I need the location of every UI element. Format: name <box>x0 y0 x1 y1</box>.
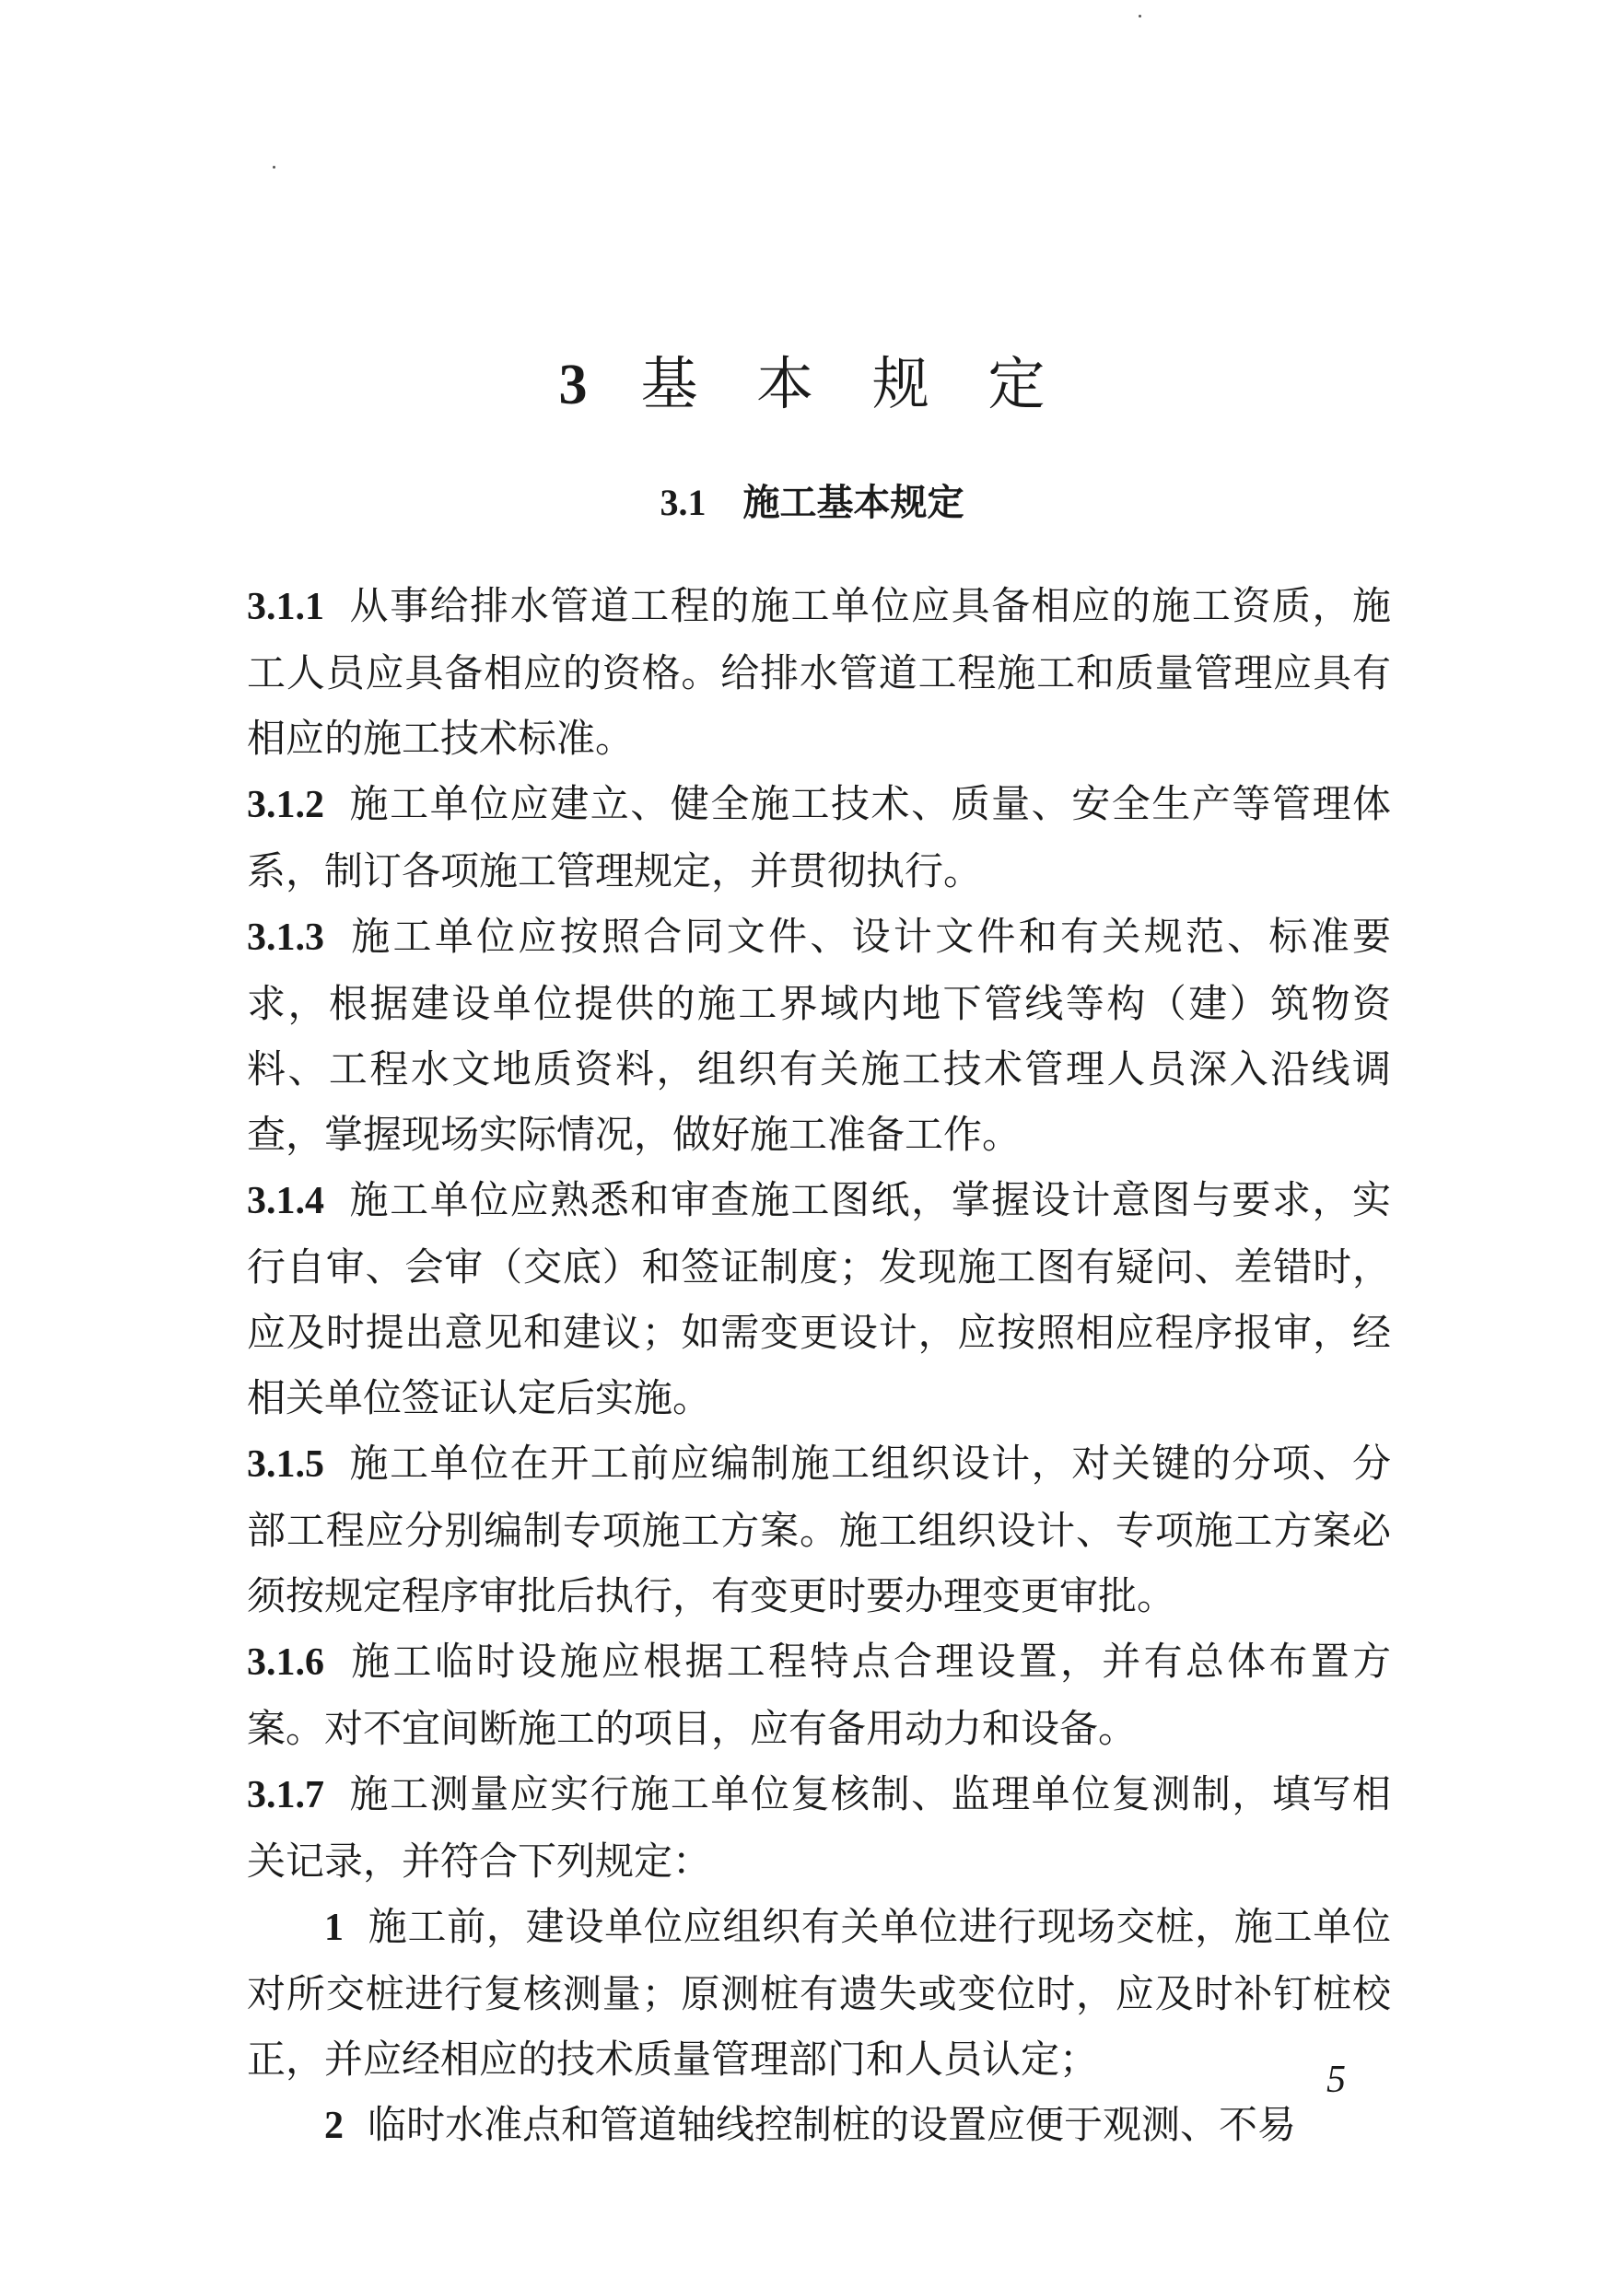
clause-text: 施工测量应实行施工单位复核制、监理单位复测制，填写相关记录，并符合下列规定： <box>247 1771 1391 1884</box>
clause-text: 施工单位应建立、健全施工技术、质量、安全生产等管理体系，制订各项施工管理规定，并贯彻执行。 <box>247 781 1391 893</box>
section-number: 3.1 <box>660 482 707 523</box>
list-item <box>247 1894 1391 2092</box>
chapter-title <box>0 343 1624 426</box>
clause-number: 3.1.3 <box>247 916 324 959</box>
item-number: 1 <box>324 1907 344 1949</box>
clause-number: 3.1.5 <box>247 1443 324 1486</box>
section-title-text: 施工基本规定 <box>742 482 964 524</box>
clause-number: 3.1.1 <box>247 586 324 628</box>
clause-3-1-1 <box>247 573 1391 771</box>
chapter-number: 3 <box>558 354 608 416</box>
clause-text: 施工单位在开工前应编制施工组织设计，对关键的分项、分部工程应分别编制专项施工方案。施工组织设计、专项施工方案必须按规定程序审批后执行，有变更时要办理变更审批。 <box>247 1441 1391 1618</box>
chapter-title-text: 基 本 规 定 <box>640 350 1066 417</box>
scan-speck <box>1139 15 1141 18</box>
item-number: 2 <box>324 2105 344 2147</box>
document-body <box>247 573 1391 2159</box>
clause-text: 施工临时设施应根据工程特点合理设置，并有总体布置方案。对不宜间断施工的项目，应有备用动力和设备。 <box>247 1639 1391 1751</box>
clause-3-1-3 <box>247 904 1391 1167</box>
clause-number: 3.1.2 <box>247 784 324 826</box>
clause-3-1-4 <box>247 1167 1391 1430</box>
list-item <box>247 2092 1391 2159</box>
clause-text: 施工单位应按照合同文件、设计文件和有关规范、标准要求，根据建设单位提供的施工界域内地下管线等构（建）筑物资料、工程水文地质资料，组织有关施工技术管理人员深入沿线调查，掌握现场实际情况，做好施工准备工作。 <box>247 914 1391 1157</box>
clause-number: 3.1.4 <box>247 1180 324 1222</box>
clause-3-1-2 <box>247 771 1391 904</box>
scan-speck <box>273 166 275 169</box>
clause-3-1-7 <box>247 1761 1391 1894</box>
clause-number: 3.1.6 <box>247 1641 324 1684</box>
clause-3-1-6 <box>247 1628 1391 1761</box>
page-number: 5 <box>1326 2059 1346 2101</box>
clause-3-1-5 <box>247 1430 1391 1628</box>
clause-text: 从事给排水管道工程的施工单位应具备相应的施工资质，施工人员应具备相应的资格。给排水管道工程施工和质量管理应具有相应的施工技术标准。 <box>247 583 1391 761</box>
item-text: 施工前，建设单位应组织有关单位进行现场交桩，施工单位对所交桩进行复核测量；原测桩有遗失或变位时，应及时补钉桩校正，并应经相应的技术质量管理部门和人员认定； <box>247 1904 1391 2082</box>
item-text: 临时水准点和管道轴线控制桩的设置应便于观测、不易 <box>368 2102 1297 2147</box>
clause-text: 施工单位应熟悉和审查施工图纸，掌握设计意图与要求，实行自审、会审（交底）和签证制度；发现施工图有疑问、差错时，应及时提出意见和建议；如需变更设计，应按照相应程序报审，经相关单位签证认定后实施。 <box>247 1177 1391 1420</box>
clause-number: 3.1.7 <box>247 1774 324 1816</box>
section-title <box>0 475 1624 531</box>
